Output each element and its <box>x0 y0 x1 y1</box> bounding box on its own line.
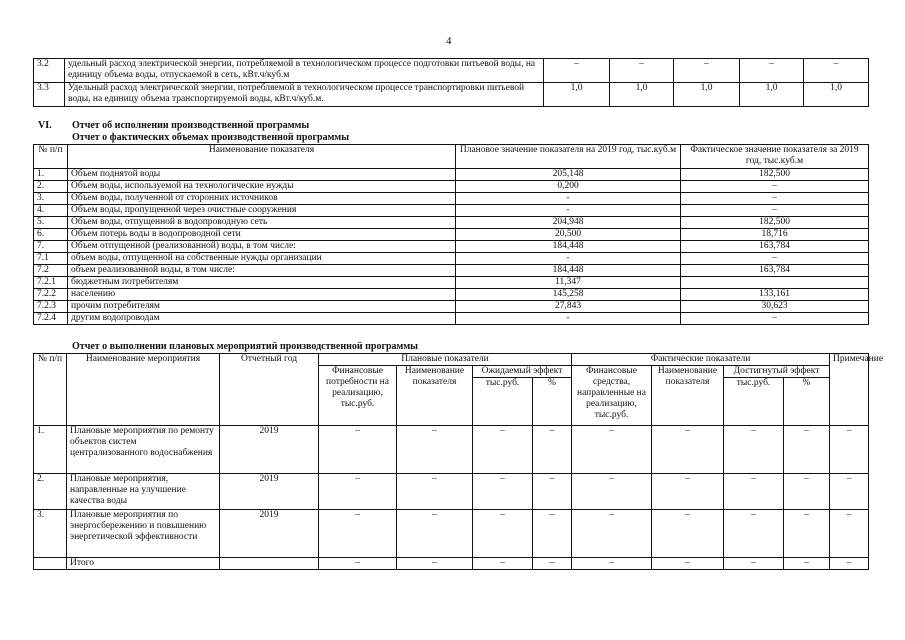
row-text: удельный расход электрической энергии, потребляемой в технологическом процессе подготовки питьевой воды, на единицу объема воды, отпускаемой в сеть, кВт.ч/куб.м <box>65 59 544 83</box>
row-name: Объем воды, используемой на технологические нужды <box>68 181 456 193</box>
table-row <box>34 59 869 83</box>
table-row <box>34 229 869 241</box>
table-row <box>34 169 869 181</box>
plan-value: 20,500 <box>456 229 681 241</box>
row-name: Объем воды, пропущенной через очистные сооружения <box>68 205 456 217</box>
value-cell: – <box>652 558 724 570</box>
row-number: 3.2 <box>34 59 65 83</box>
table-row <box>34 265 869 277</box>
row-number: 6. <box>34 229 68 241</box>
value-cell: – <box>544 59 610 83</box>
value-cell: – <box>830 426 869 474</box>
total-label: Итого <box>67 558 220 570</box>
value-cell: – <box>784 510 830 558</box>
value-cell: – <box>830 510 869 558</box>
fact-value: 182,500 <box>681 169 869 181</box>
table-row <box>34 205 869 217</box>
value-cell: – <box>397 510 473 558</box>
row-name: объем воды, отпущенной на собственные нужды организации <box>68 253 456 265</box>
fact-value: 182,500 <box>681 217 869 229</box>
measures-title: Отчет о выполнении плановых мероприятий производственной программы <box>72 341 418 352</box>
row-name: Объем поднятой воды <box>68 169 456 181</box>
row-number: 7.2.2 <box>34 289 68 301</box>
plan-value: 145,258 <box>456 289 681 301</box>
row-number: 5. <box>34 217 68 229</box>
table-row <box>34 558 869 570</box>
row-year: 2019 <box>220 426 319 474</box>
fact-value: 30,623 <box>681 301 869 313</box>
fact-value: 133,161 <box>681 289 869 301</box>
row-name: Плановые мероприятия, направленные на улучшение качества воды <box>67 474 220 510</box>
row-name: объем реализованной воды, в том числе: <box>68 265 456 277</box>
value-cell: – <box>724 558 784 570</box>
value-cell: – <box>473 474 533 510</box>
page-number: 4 <box>446 35 452 47</box>
column-header: Финансовые средства, направленные на реализацию, тыс.руб. <box>572 366 652 426</box>
plan-value: - <box>456 205 681 217</box>
table-row <box>34 474 869 510</box>
row-name: другим водопроводам <box>68 313 456 325</box>
value-cell: 1,0 <box>610 83 674 107</box>
column-header: Наименование показателя <box>397 366 473 426</box>
value-cell: – <box>610 59 674 83</box>
value-cell: – <box>784 558 830 570</box>
value-cell: – <box>397 474 473 510</box>
column-header: Наименование показателя <box>652 366 724 426</box>
row-number: 7.2.4 <box>34 313 68 325</box>
value-cell: – <box>830 474 869 510</box>
value-cell: 1,0 <box>740 83 804 107</box>
plan-value: 205,148 <box>456 169 681 181</box>
fact-value <box>681 277 869 289</box>
row-number: 2. <box>34 181 68 193</box>
row-name: населению <box>68 289 456 301</box>
value-cell: – <box>473 510 533 558</box>
fact-value: – <box>681 313 869 325</box>
value-cell: – <box>804 59 869 83</box>
row-number: 3. <box>34 193 68 205</box>
table-row <box>34 510 869 558</box>
column-header: Плановые показатели <box>319 354 572 366</box>
value-cell: – <box>724 426 784 474</box>
row-number: 3.3 <box>34 83 65 107</box>
value-cell: 1,0 <box>674 83 740 107</box>
column-header: Наименование показателя <box>68 145 456 169</box>
value-cell: – <box>319 510 397 558</box>
row-year <box>220 558 319 570</box>
value-cell: – <box>724 510 784 558</box>
row-name: Объем воды, полученной от сторонних источников <box>68 193 456 205</box>
column-header: % <box>784 378 830 426</box>
column-header: № п/п <box>34 145 68 169</box>
plan-value: - <box>456 313 681 325</box>
column-header: % <box>533 378 572 426</box>
plan-value: 184,448 <box>456 265 681 277</box>
column-header: тыс.руб. <box>724 378 784 426</box>
column-header: Наименование мероприятия <box>67 354 220 426</box>
fact-value: – <box>681 193 869 205</box>
row-name: бюджетным потребителям <box>68 277 456 289</box>
row-number: 1. <box>34 426 67 474</box>
row-name: Объем потерь воды в водопроводной сети <box>68 229 456 241</box>
value-cell: – <box>740 59 804 83</box>
table-row <box>34 217 869 229</box>
table-header-row <box>34 145 869 169</box>
value-cell: 1,0 <box>804 83 869 107</box>
column-header: Фактические показатели <box>572 354 830 366</box>
row-number: 4. <box>34 205 68 217</box>
row-year: 2019 <box>220 510 319 558</box>
row-number: 1. <box>34 169 68 181</box>
row-number: 7.2.3 <box>34 301 68 313</box>
column-header: Отчетный год <box>220 354 319 426</box>
column-header: Ожидаемый эффект <box>473 366 572 378</box>
fact-value: 18,716 <box>681 229 869 241</box>
plan-value: 204,948 <box>456 217 681 229</box>
row-number: 7.1 <box>34 253 68 265</box>
fact-value: – <box>681 181 869 193</box>
value-cell: – <box>572 426 652 474</box>
value-cell: – <box>652 426 724 474</box>
plan-value: - <box>456 193 681 205</box>
plan-value: 184,448 <box>456 241 681 253</box>
row-number <box>34 558 67 570</box>
plan-value: 27,843 <box>456 301 681 313</box>
indicators-table <box>33 58 869 107</box>
plan-value: - <box>456 253 681 265</box>
row-number: 7. <box>34 241 68 253</box>
value-cell: – <box>533 426 572 474</box>
row-text: Удельный расход электрической энергии, потребляемой в технологическом процессе транспортировки питьевой воды, на единицу объема транспортируемой воды, кВт.ч/куб.м. <box>65 83 544 107</box>
volumes-table <box>33 144 869 325</box>
table-row <box>34 313 869 325</box>
plan-value: 0,200 <box>456 181 681 193</box>
column-header: Примечание <box>830 354 869 426</box>
table-header-row <box>34 354 869 366</box>
value-cell: 1,0 <box>544 83 610 107</box>
table-row <box>34 277 869 289</box>
fact-value: 163,784 <box>681 265 869 277</box>
value-cell: – <box>572 510 652 558</box>
table-row <box>34 253 869 265</box>
column-header: тыс.руб. <box>473 378 533 426</box>
row-number: 3. <box>34 510 67 558</box>
section-title: Отчет об исполнении производственной программы <box>72 120 310 131</box>
value-cell: – <box>533 558 572 570</box>
value-cell: – <box>319 426 397 474</box>
plan-value: 11,347 <box>456 277 681 289</box>
column-header: Финансовые потребности на реализацию, тыс.руб. <box>319 366 397 426</box>
value-cell: – <box>784 474 830 510</box>
value-cell: – <box>784 426 830 474</box>
fact-value: – <box>681 253 869 265</box>
row-name: Плановые мероприятия по энергосбережению и повышению энергетической эффективности <box>67 510 220 558</box>
table-row <box>34 426 869 474</box>
value-cell: – <box>724 474 784 510</box>
section-number: VI. <box>38 120 52 131</box>
value-cell: – <box>533 474 572 510</box>
measures-table <box>33 353 884 570</box>
table-row <box>34 193 869 205</box>
value-cell: – <box>652 474 724 510</box>
row-name: Объем отпущенной (реализованной) воды, в том числе: <box>68 241 456 253</box>
value-cell: – <box>572 474 652 510</box>
row-number: 7.2.1 <box>34 277 68 289</box>
table-row <box>34 181 869 193</box>
row-year: 2019 <box>220 474 319 510</box>
value-cell: – <box>674 59 740 83</box>
value-cell: – <box>830 558 869 570</box>
row-number: 2. <box>34 474 67 510</box>
row-number: 7.2 <box>34 265 68 277</box>
table-row <box>34 241 869 253</box>
row-name: Плановые мероприятия по ремонту объектов систем централизованного водоснабжения <box>67 426 220 474</box>
fact-value: – <box>681 205 869 217</box>
table-row <box>34 289 869 301</box>
value-cell: – <box>473 558 533 570</box>
value-cell: – <box>473 426 533 474</box>
value-cell: – <box>319 474 397 510</box>
row-name: прочим потребителям <box>68 301 456 313</box>
value-cell: – <box>397 426 473 474</box>
row-name: Объем воды, отпущенной в водопроводную сеть <box>68 217 456 229</box>
column-header: Достигнутый эффект <box>724 366 830 378</box>
table-row <box>34 83 869 107</box>
fact-value: 163,784 <box>681 241 869 253</box>
value-cell: – <box>652 510 724 558</box>
section-subtitle: Отчет о фактических объемах производственной программы <box>72 132 349 143</box>
table-row <box>34 301 869 313</box>
value-cell: – <box>319 558 397 570</box>
value-cell: – <box>572 558 652 570</box>
column-header: № п/п <box>34 354 67 426</box>
value-cell: – <box>533 510 572 558</box>
column-header: Плановое значение показателя на 2019 год, тыс.куб.м <box>456 145 681 169</box>
column-header: Фактическое значение показателя за 2019 год, тыс.куб.м <box>681 145 869 169</box>
value-cell: – <box>397 558 473 570</box>
